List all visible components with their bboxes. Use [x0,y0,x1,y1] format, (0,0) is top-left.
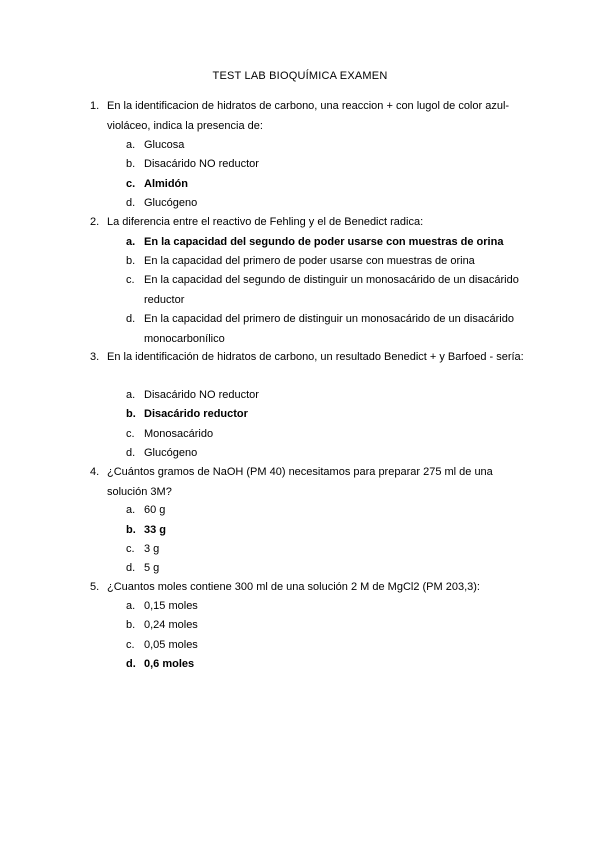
question-5-number: 5. [90,581,100,593]
question-5-option-b-letter: b. [126,619,136,631]
question-2-option-d-text: En la capacidad del primero de distinguir un monosacárido de un disacárido monocarbonílico [144,313,514,345]
question-5-option-a-letter: a. [126,600,136,612]
question-2-option-c-letter: c. [126,274,135,286]
question-4-option-b-text: 33 g [144,524,167,536]
question-3-text: En la identificación de hidratos de carbono, un resultado Benedict + y Barfoed - sería: [107,351,524,363]
question-2-text: La diferencia entre el reactivo de Fehling y el de Benedict radica: [107,216,424,228]
question-2-option-a-letter: a. [126,236,136,248]
question-4-text: ¿Cuántos gramos de NaOH (PM 40) necesitamos para preparar 275 ml de una solución 3M? [107,466,493,498]
question-5-option-a-text: 0,15 moles [144,600,198,612]
question-2-option-b-text: En la capacidad del primero de poder usarse con muestras de orina [144,255,475,267]
question-2-option-b-letter: b. [126,255,136,267]
question-4-option-a-text: 60 g [144,504,166,516]
question-1-text: En la identificacion de hidratos de carbono, una reaccion + con lugol de color azul-violáceo, indica la presencia de: [107,100,510,132]
question-5-option-c-letter: c. [126,639,135,651]
question-3-option-d-text: Glucógeno [144,447,198,459]
question-4-option-a-letter: a. [126,504,136,516]
question-3-option-b-text: Disacárido reductor [144,408,248,420]
question-1-option-b-text: Disacárido NO reductor [144,158,259,170]
question-3-option-a-text: Disacárido NO reductor [144,389,259,401]
question-5-option-b-text: 0,24 moles [144,619,198,631]
question-3-option-b-letter: b. [126,408,136,420]
question-1-option-b-letter: b. [126,158,136,170]
question-3-number: 3. [90,351,100,363]
question-1-option-d-text: Glucógeno [144,197,198,209]
question-2-option-a-text: En la capacidad del segundo de poder usarse con muestras de orina [144,236,504,248]
question-5-option-c-text: 0,05 moles [144,639,198,651]
document-title: TEST LAB BIOQUÍMICA EXAMEN [212,70,388,82]
question-3-option-c-letter: c. [126,428,135,440]
question-4-option-c-text: 3 g [144,543,160,555]
question-3-option-d-letter: d. [126,447,136,459]
question-5-option-d-letter: d. [126,658,136,670]
question-3-option-a-letter: a. [126,389,136,401]
question-2-option-c-text: En la capacidad del segundo de distinguir un monosacárido de un disacárido reductor [144,274,519,306]
question-4-option-d-text: 5 g [144,562,160,574]
question-1-option-d-letter: d. [126,197,136,209]
question-4-option-b-letter: b. [126,524,136,536]
question-1-option-a-letter: a. [126,139,136,151]
question-4-number: 4. [90,466,100,478]
question-1-option-c-letter: c. [126,178,136,190]
question-4-option-d-letter: d. [126,562,136,574]
question-4-option-c-letter: c. [126,543,135,555]
question-3-option-c-text: Monosacárido [144,428,214,440]
question-1-option-a-text: Glucosa [144,139,185,151]
question-2-number: 2. [90,216,100,228]
question-1-number: 1. [90,100,100,112]
question-5-option-d-text: 0,6 moles [144,658,195,670]
question-1-option-c-text: Almidón [144,178,188,190]
question-5-text: ¿Cuantos moles contiene 300 ml de una solución 2 M de MgCl2 (PM 203,3): [107,581,480,593]
question-2-option-d-letter: d. [126,313,136,325]
